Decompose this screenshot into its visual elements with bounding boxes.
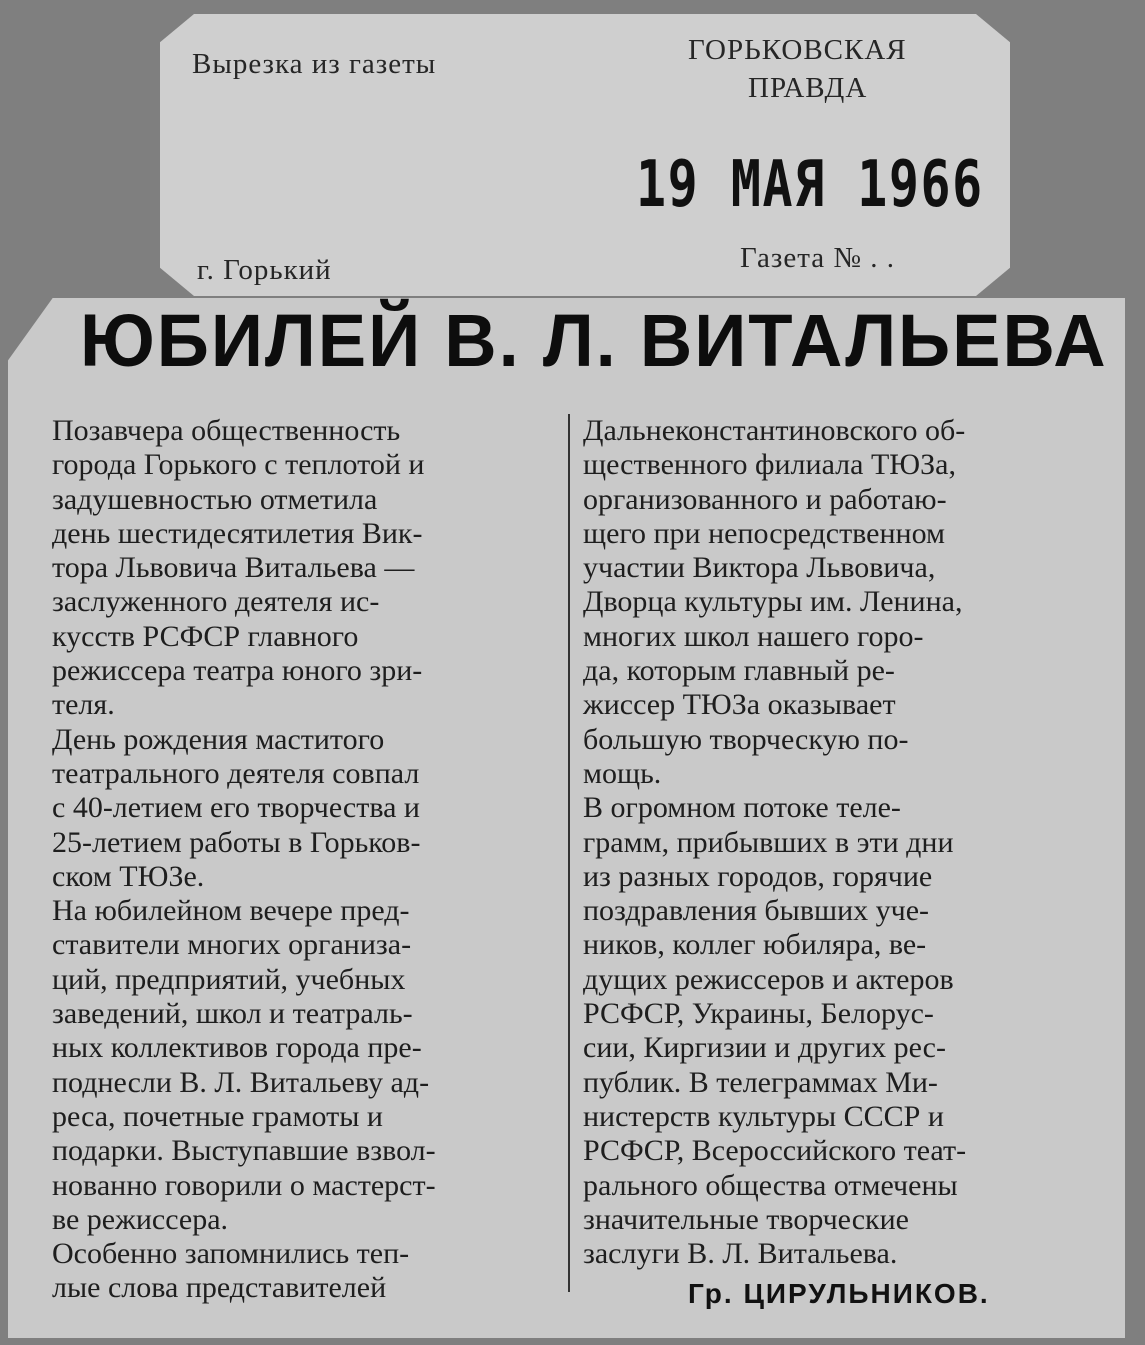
article-headline: ЮБИЛЕЙ В. Л. ВИТАЛЬЕВА bbox=[80, 299, 1108, 382]
left-column-line: 25-летием работы в Горьков- bbox=[52, 825, 421, 859]
right-column-line: жиссер ТЮЗа оказывает bbox=[583, 688, 896, 722]
left-column-line: города Горького с теплотой и bbox=[52, 448, 425, 482]
right-column-line: щего при непосредственном bbox=[583, 516, 946, 550]
right-column-line: ников, коллег юбиляра, ве- bbox=[583, 928, 927, 962]
right-column-line: большую творческую по- bbox=[583, 722, 909, 756]
clipping-from-label: Вырезка из газеты bbox=[192, 48, 437, 80]
right-column-line: В огромном потоке теле- bbox=[583, 791, 901, 825]
right-column-line: Дальнеконстантиновского об- bbox=[583, 414, 966, 447]
left-column-line: ных коллективов города пре- bbox=[52, 1031, 422, 1065]
left-column-line: ском ТЮЗе. bbox=[52, 859, 205, 893]
article-left-column bbox=[52, 414, 552, 1306]
right-column-line: многих школ нашего горо- bbox=[583, 619, 924, 653]
right-column-line: сии, Киргизии и других рес- bbox=[583, 1031, 946, 1065]
left-column-line: теля. bbox=[52, 688, 115, 722]
left-column-line: с 40-летием его творчества и bbox=[52, 791, 420, 825]
article-right-column bbox=[583, 414, 1098, 1271]
right-column-line: грамм, прибывших в эти дни bbox=[583, 825, 954, 859]
gazette-number-label: Газета № . . bbox=[740, 242, 896, 274]
right-column-line: публик. В телеграммах Ми- bbox=[583, 1065, 938, 1099]
right-column-line: нистерств культуры СССР и bbox=[583, 1099, 944, 1133]
left-column-line: Особенно запомнились теп- bbox=[52, 1237, 410, 1271]
right-column-line: участии Виктора Львовича, bbox=[583, 551, 936, 585]
right-column-line: РСФСР, Украины, Белорус- bbox=[583, 997, 934, 1031]
left-column-line: режиссера театра юного зри- bbox=[52, 654, 423, 688]
newspaper-name-line1: ГОРЬКОВСКАЯ bbox=[688, 34, 907, 66]
left-column-line: день шестидесятилетия Вик- bbox=[52, 516, 423, 550]
right-column-line: заслуги В. Л. Витальева. bbox=[583, 1237, 898, 1271]
right-column-line: значительные творческие bbox=[583, 1202, 910, 1236]
right-column-line: из разных городов, горячие bbox=[583, 859, 933, 893]
left-column-line: нованно говорили о мастерст- bbox=[52, 1168, 436, 1202]
left-column-line: реса, почетные грамоты и bbox=[52, 1099, 383, 1133]
left-column-line: ций, предприятий, учебных bbox=[52, 962, 406, 996]
right-column-line: поздравления бывших уче- bbox=[583, 894, 930, 928]
left-column-line: День рождения маститого bbox=[52, 722, 385, 756]
column-divider bbox=[568, 414, 570, 1292]
right-column-line: щественного филиала ТЮЗа, bbox=[583, 448, 956, 482]
city-label: г. Горький bbox=[197, 254, 332, 286]
left-column-line: заведений, школ и театраль- bbox=[52, 997, 413, 1031]
left-column-line: поднесли В. Л. Витальеву ад- bbox=[52, 1065, 430, 1099]
left-column-line: театрального деятеля совпал bbox=[52, 756, 420, 790]
right-column-line: Дворца культуры им. Ленина, bbox=[583, 585, 963, 619]
right-column-line: дущих режиссеров и актеров bbox=[583, 962, 954, 996]
left-column-line: подарки. Выступавшие взвол- bbox=[52, 1134, 436, 1168]
left-column-line: лые слова представителей bbox=[52, 1271, 387, 1305]
left-column-line: задушевностью отметила bbox=[52, 482, 378, 516]
right-column-line: да, которым главный ре- bbox=[583, 654, 895, 688]
newspaper-name-line2: ПРАВДА bbox=[748, 72, 868, 104]
left-column-line: тора Львовича Витальева — bbox=[52, 551, 415, 585]
left-column-line: ставители многих организа- bbox=[52, 928, 412, 962]
left-column-line: кусств РСФСР главного bbox=[52, 619, 359, 653]
right-column-line: мощь. bbox=[583, 756, 662, 790]
left-column-line: ве режиссера. bbox=[52, 1202, 229, 1236]
right-column-line: организованного и работаю- bbox=[583, 482, 947, 516]
date-stamp: 19 МАЯ 1966 bbox=[636, 148, 984, 222]
right-column-line: РСФСР, Всероссийского теат- bbox=[583, 1134, 967, 1168]
left-column-line: Позавчера общественность bbox=[52, 414, 401, 447]
article-author: Гр. ЦИРУЛЬНИКОВ. bbox=[688, 1278, 990, 1309]
left-column-line: заслуженного деятеля ис- bbox=[52, 585, 380, 619]
left-column-line: На юбилейном вечере пред- bbox=[52, 894, 410, 928]
right-column-line: рального общества отмечены bbox=[583, 1168, 958, 1202]
